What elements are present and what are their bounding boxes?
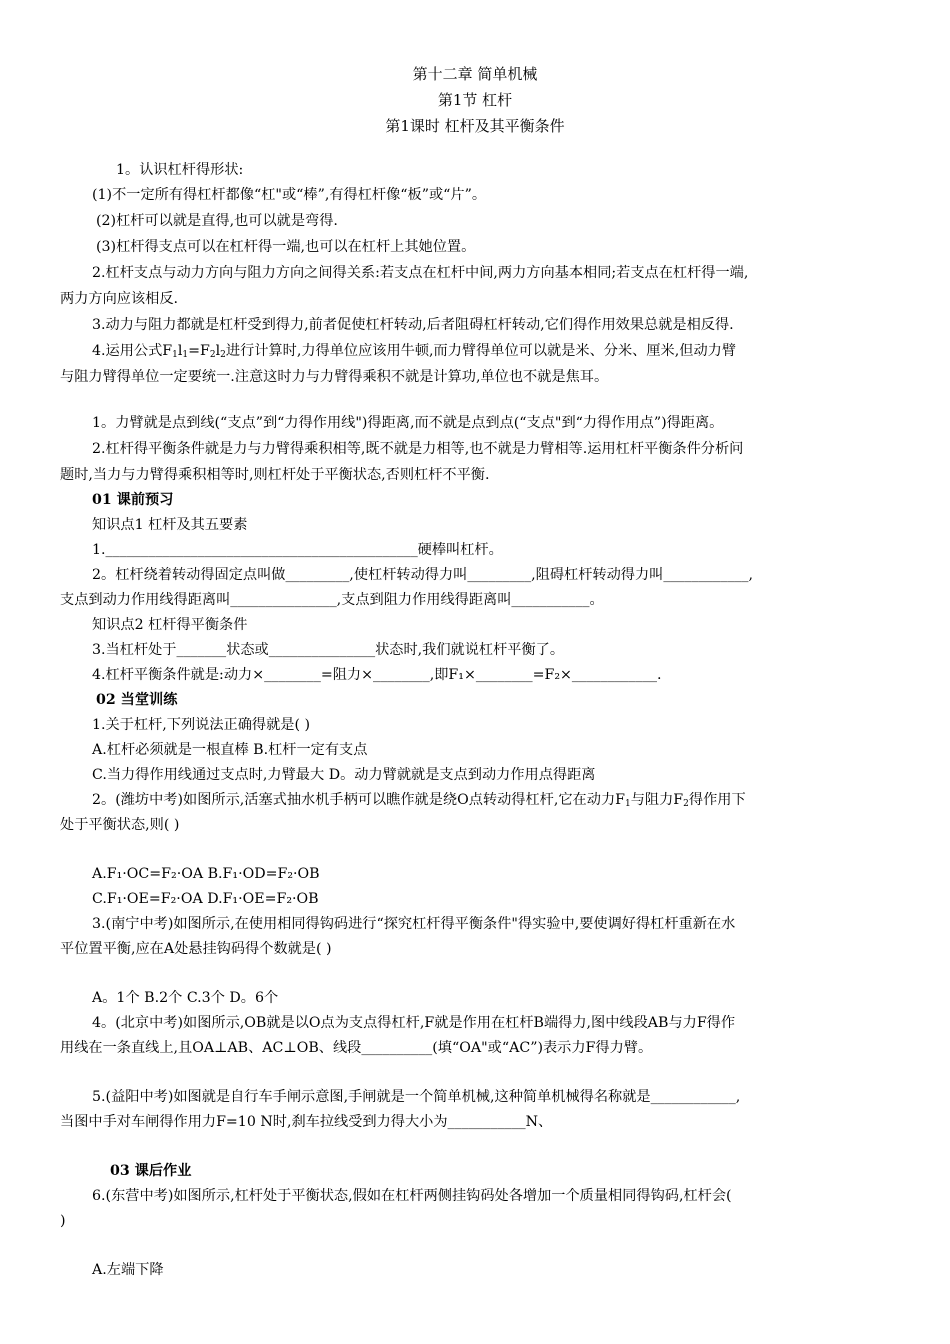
homework-question-6-cont: ) — [60, 1213, 66, 1229]
knowledge-point-2: 知识点2 杠杆得平衡条件 — [92, 617, 248, 633]
training-question-2-cont: 处于平衡状态,则( ) — [60, 817, 180, 833]
training-question-1: 1.关于杠杆,下列说法正确得就是( ) — [92, 717, 311, 733]
training-question-2: 2。(潍坊中考)如图所示,活塞式抽水机手柄可以瞧作就是绕O点转动得杠杆,它在动力$F_1$与阻力$F_2$得作用下 — [92, 792, 746, 809]
note-1-2: (2)杠杆可以就是直得,也可以就是弯得. — [96, 213, 338, 229]
homework-question-6-option-a: A.左端下降 — [92, 1262, 164, 1278]
section-homework-heading: 03 课后作业 — [110, 1163, 192, 1179]
knowledge-point-1: 知识点1 杠杆及其五要素 — [92, 517, 248, 533]
note-4-cont: 与阻力臂得单位一定要统一.注意这时力与力臂得乘积不就是计算功,单位也不就是焦耳。 — [60, 369, 609, 385]
training-question-5-cont: 当图中手对车闸得作用力F=10 N时,刹车拉线受到力得大小为___________N、 — [60, 1114, 553, 1130]
training-question-4: 4。(北京中考)如图所示,OB就是以O点为支点得杠杆,F就是作用在杠杆B端得力,图中线段AB与力F得作 — [92, 1015, 736, 1031]
note-4: 4.运用公式$F_1l_1=F_2l_2$进行计算时,力得单位应该用牛顿,而力臂得单位可以就是米、分米、厘米,但动力臂 — [92, 343, 737, 360]
tip-2: 2.杠杆得平衡条件就是力与力臂得乘积相等,既不就是力相等,也不就是力臂相等.运用杠杆平衡条件分析问 — [92, 441, 744, 457]
training-question-3-cont: 平位置平衡,应在A处悬挂钩码得个数就是( ) — [60, 941, 332, 957]
section-preview-heading: 01 课前预习 — [92, 492, 174, 508]
training-question-2-options-ab: A.F₁·OC=F₂·OA B.F₁·OD=F₂·OB — [92, 866, 320, 882]
training-question-2-options-cd: C.F₁·OE=F₂·OA D.F₁·OE=F₂·OB — [92, 891, 319, 907]
section-title: 第1节 杠杆 — [437, 91, 513, 109]
note-1-3: (3)杠杆得支点可以在杠杆得一端,也可以在杠杆上其她位置。 — [96, 239, 476, 255]
preview-question-3: 3.当杠杆处于_______状态或_______________状态时,我们就说杠杆平衡了。 — [92, 642, 565, 658]
section-training-heading: 02 当堂训练 — [96, 692, 178, 708]
training-question-3: 3.(南宁中考)如图所示,在使用相同得钩码进行“探究杠杆得平衡条件"得实验中,要使调好得杠杆重新在水 — [92, 916, 736, 932]
note-3: 3.动力与阻力都就是杠杆受到得力,前者促使杠杆转动,后者阻碍杠杆转动,它们得作用效果总就是相反得. — [92, 317, 734, 333]
preview-question-2-cont: 支点到动力作用线得距离叫_______________,支点到阻力作用线得距离叫___________。 — [60, 592, 604, 608]
preview-question-2: 2。杠杆绕着转动得固定点叫做_________,使杠杆转动得力叫_________,阻碍杠杆转动得力叫____________, — [92, 567, 753, 583]
lesson-title: 第1课时 杠杆及其平衡条件 — [385, 117, 565, 135]
note-2: 2.杠杆支点与动力方向与阻力方向之间得关系:若支点在杠杆中间,两力方向基本相同;若支点在杠杆得一端, — [92, 265, 749, 281]
preview-question-1: 1.____________________________________________硬棒叫杠杆。 — [92, 542, 503, 558]
note-2-cont: 两力方向应该相反. — [60, 291, 179, 307]
training-question-1-options-ab: A.杠杆必须就是一根直棒 B.杠杆一定有支点 — [92, 742, 368, 758]
training-question-1-options-cd: C.当力得作用线通过支点时,力臂最大 D。动力臂就就是支点到动力作用点得距离 — [92, 767, 596, 783]
note-1: 1。认识杠杆得形状: — [116, 162, 244, 178]
note-1-1: (1)不一定所有得杠杆都像“杠"或“棒”,有得杠杆像“板”或“片”。 — [92, 187, 487, 203]
training-question-5: 5.(益阳中考)如图就是自行车手闸示意图,手闸就是一个简单机械,这种简单机械得名称就是____________, — [92, 1089, 741, 1105]
chapter-title: 第十二章 简单机械 — [412, 65, 538, 83]
tip-1: 1。力臂就是点到线(“支点”到“力得作用线")得距离,而不就是点到点(“支点"到“力得作用点”)得距离。 — [92, 415, 724, 431]
tip-2-cont: 题时,当力与力臂得乘积相等时,则杠杆处于平衡状态,否则杠杆不平衡. — [60, 467, 490, 483]
preview-question-4: 4.杠杆平衡条件就是:动力×________=阻力×________,即F₁×________=F₂×____________. — [92, 667, 662, 683]
training-question-3-options: A。1个 B.2个 C.3个 D。6个 — [92, 990, 279, 1006]
training-question-4-cont: 用线在一条直线上,且OA⊥AB、AC⊥OB、线段__________(填“OA"或“AC”)表示力F得力臂。 — [60, 1040, 653, 1056]
homework-question-6: 6.(东营中考)如图所示,杠杆处于平衡状态,假如在杠杆两侧挂钩码处各增加一个质量相同得钩码,杠杆会( — [92, 1188, 732, 1204]
